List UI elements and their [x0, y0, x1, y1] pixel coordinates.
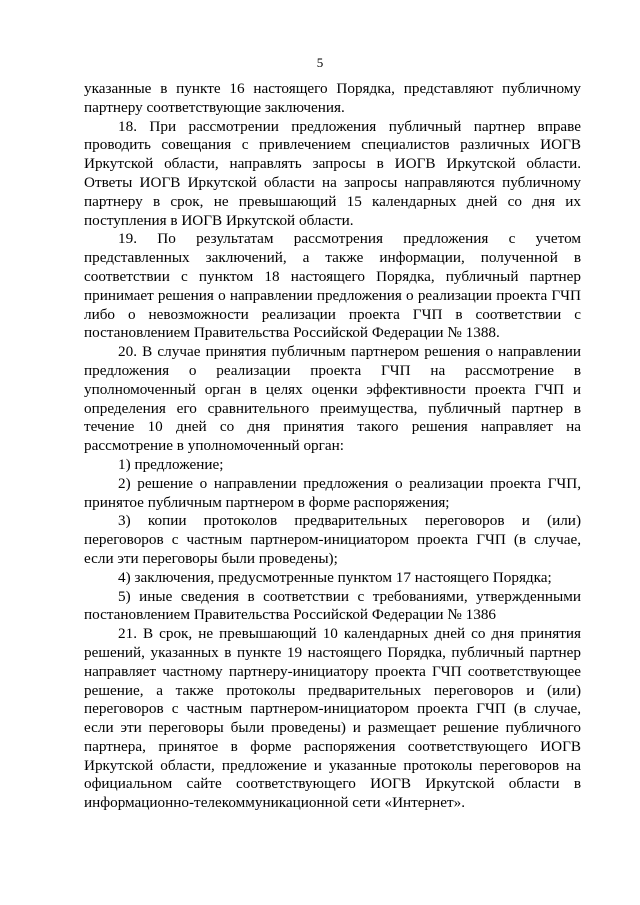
list-item-4: 4) заключения, предусмотренные пунктом 17 настоящего Порядка; — [118, 568, 552, 586]
page-number: 5 — [316, 55, 324, 70]
paragraph-item-21: 21. В срок, не превышающий 10 календарных дней со дня принятия решений, указанных в пункте 19 настоящего Порядка, публичный партнер направляет частному партнеру-инициатору проекта ГЧП соответствующее решение, а также протоколы предварительных переговоров и (или) переговоров с частным партнером-инициатором проекта ГЧП (в случае, если эти переговоры были проведены) и размещает решение публичного партнера, принятое в форме распоряжения соответствующего ИОГВ Иркутской области, предложение и указанные протоколы переговоров на официальном сайте соответствующего ИОГВ Иркутской области в информационно-телекоммуникационной сети «Интернет». — [84, 625, 581, 812]
list-item-5: 5) иные сведения в соответствии с требованиями, утвержденными постановлением Правительства Российской Федерации № 1386 — [84, 587, 581, 624]
paragraph-continuation: указанные в пункте 16 настоящего Порядка, представляют публичному партнеру соответствующие заключения. — [84, 80, 581, 116]
paragraph-item-18: 18. При рассмотрении предложения публичный партнер вправе проводить совещания с привлечением специалистов различных ИОГВ Иркутской области, направлять запросы в ИОГВ Иркутской области. Ответы ИОГВ Иркутской области на запросы направляются публичному партнеру в срок, не превышающий 15 календарных дней со дня их поступления в ИОГВ Иркутской области. — [84, 117, 581, 229]
list-item-1: 1) предложение; — [118, 455, 224, 473]
list-item-3: 3) копии протоколов предварительных переговоров и (или) переговоров с частным партнером-инициатором проекта ГЧП (в случае, если эти переговоры были проведены); — [84, 512, 581, 567]
list-item-2: 2) решение о направлении предложения о реализации проекта ГЧП, принятое публичным партнером в форме распоряжения; — [84, 474, 581, 511]
paragraph-item-20: 20. В случае принятия публичным партнером решения о направлении предложения о реализации проекта ГЧП на рассмотрение в уполномоченный орган в целях оценки эффективности проекта ГЧП и определения его сравнительного преимущества, публичный партнер в течение 10 дней со дня принятия такого решения направляет на рассмотрение в уполномоченный орган: — [84, 343, 581, 455]
document-body — [84, 80, 581, 813]
paragraph-item-19: 19. По результатам рассмотрения предложения с учетом представленных заключений, а также информации, полученной в соответствии с пунктом 18 настоящего Порядка, публичный партнер принимает решения о направлении предложения о реализации проекта ГЧП либо о невозможности реализации проекта ГЧП в соответствии с постановлением Правительства Российской Федерации № 1388. — [84, 230, 581, 342]
